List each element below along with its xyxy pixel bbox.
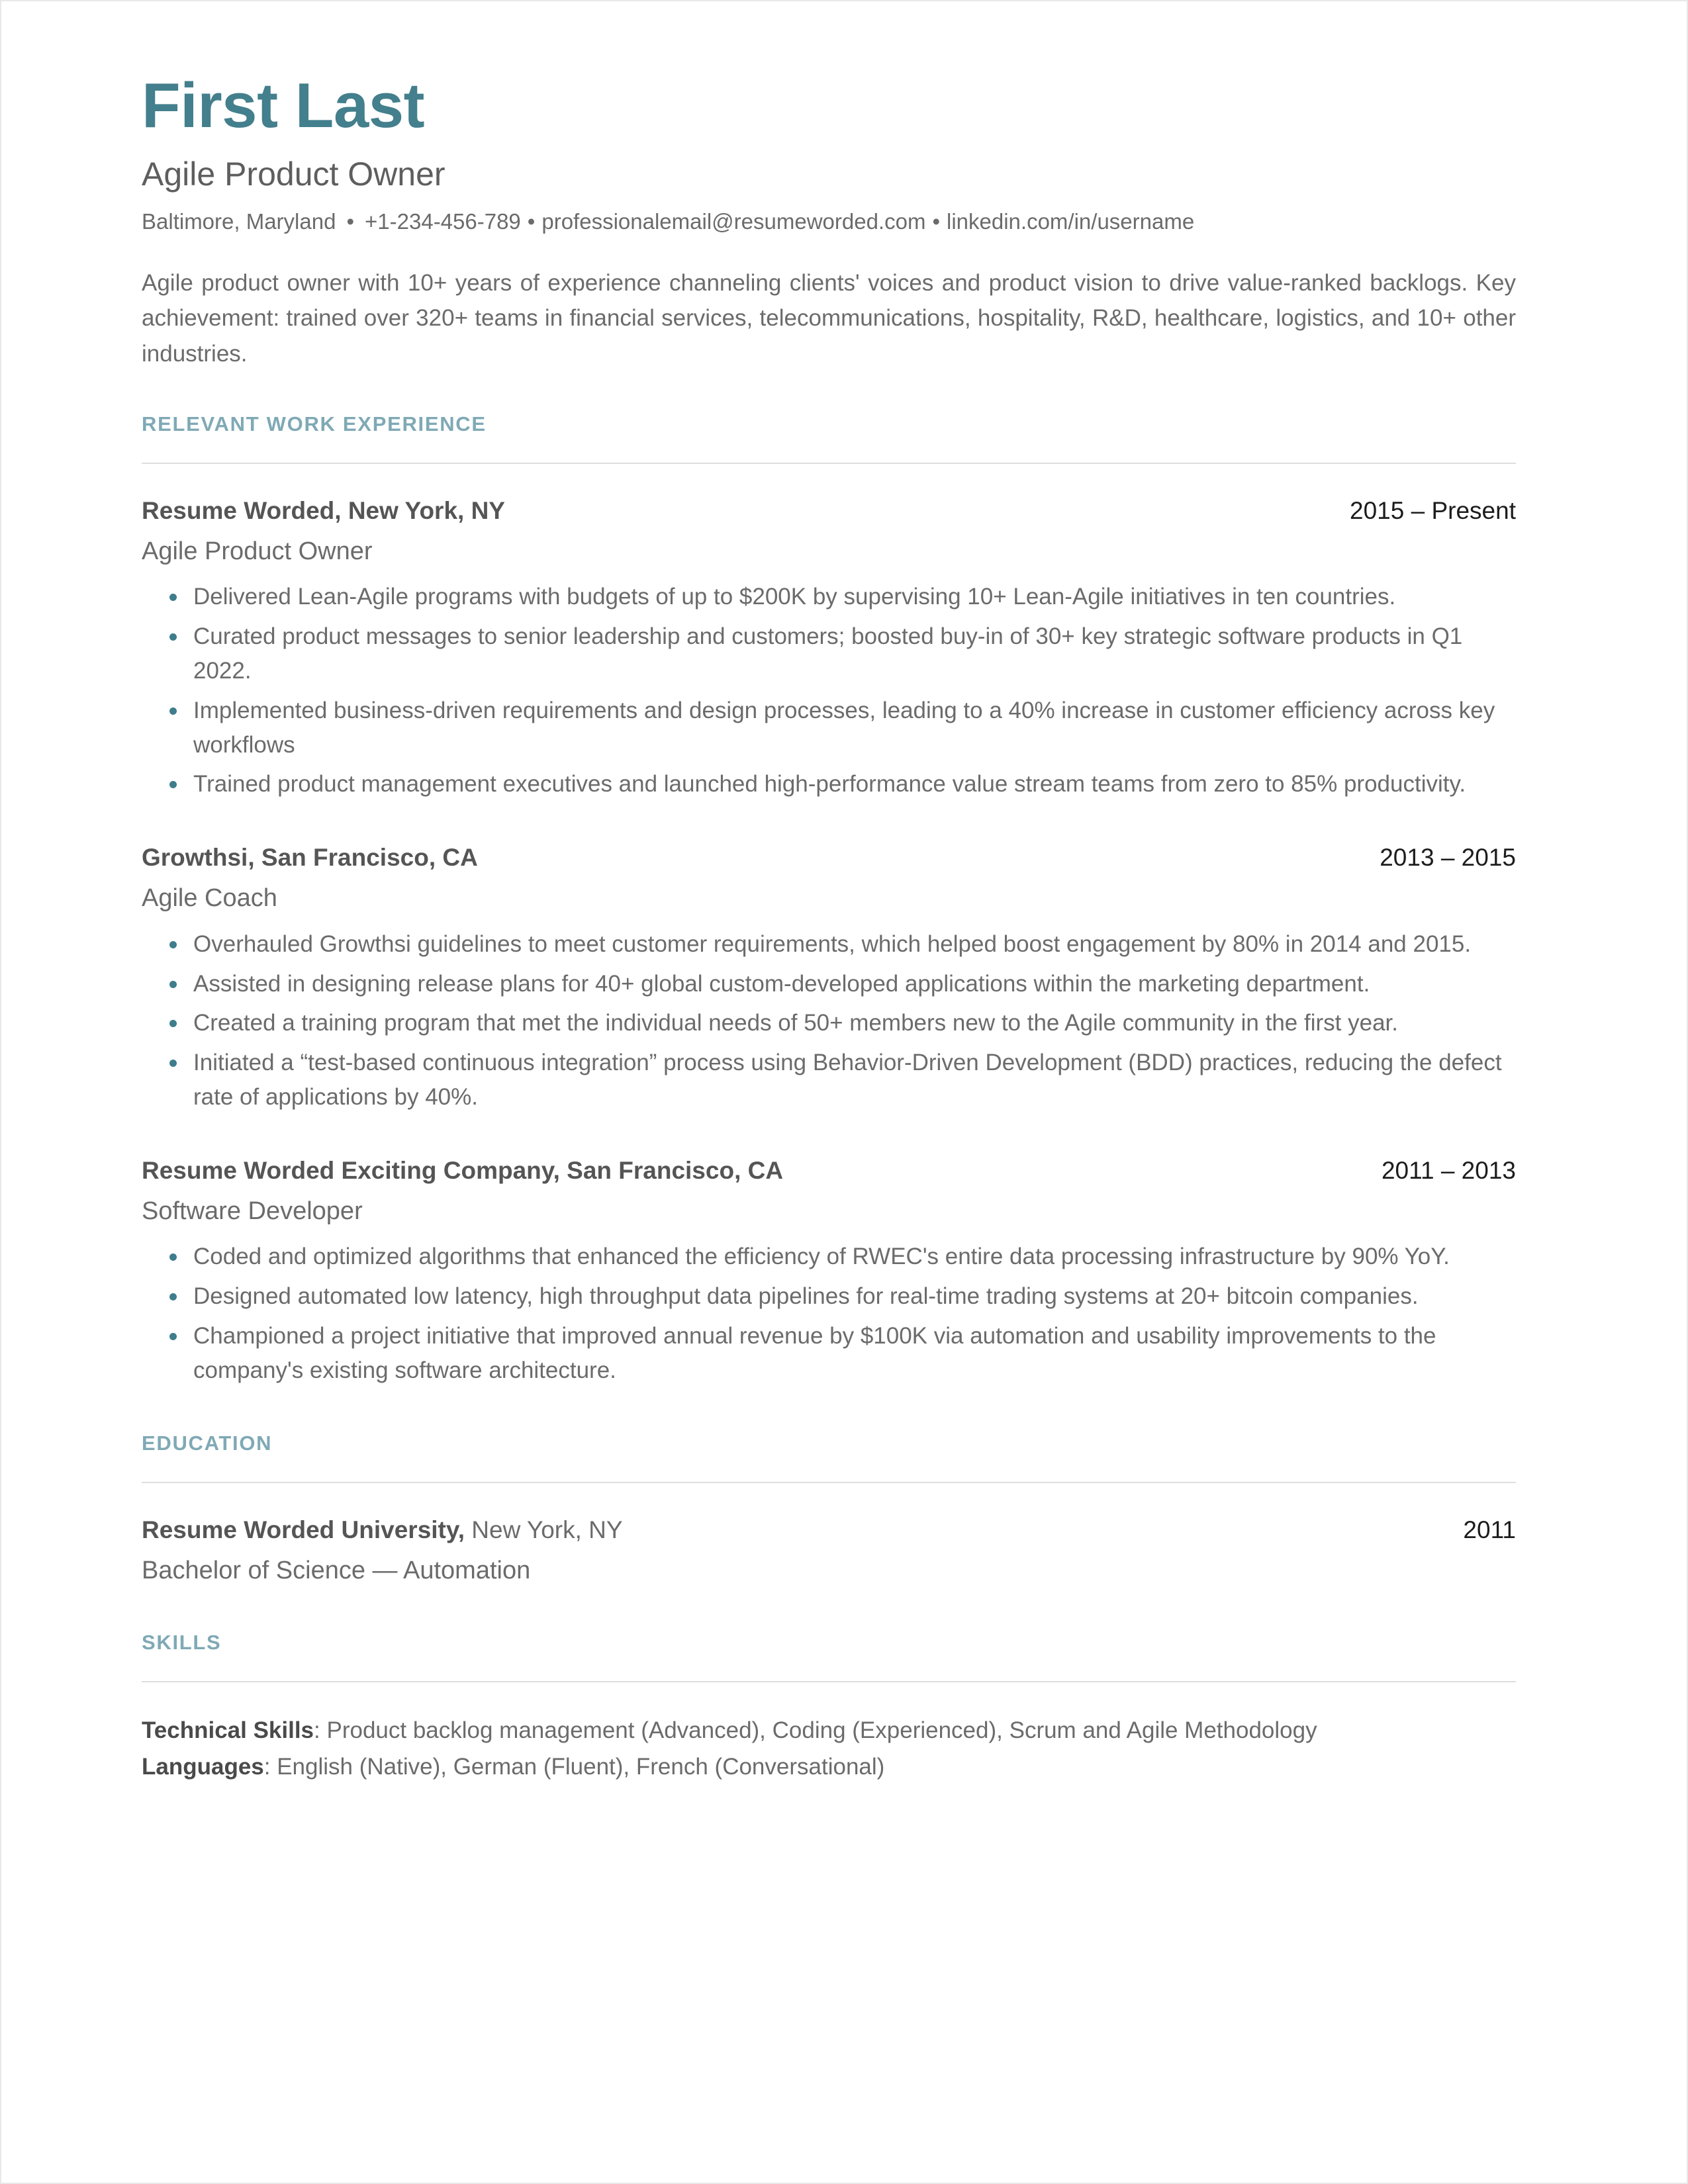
list-item (142, 1006, 1516, 1040)
list-item (142, 1046, 1516, 1115)
resume-content (142, 70, 1516, 1787)
bullet-text: Overhauled Growthsi guidelines to meet customer requirements, which helped boost engagement by 80% in 2014 and 2015. (193, 931, 1472, 957)
bullet-text: Initiated a “test-based continuous integration” process using Behavior-Driven Development (BDD) practices, reducing the defect rate of applications by 40%. (193, 1050, 1502, 1110)
skill-line (142, 1714, 1516, 1748)
list-item (142, 967, 1516, 1001)
bullet-dot-icon (169, 1293, 177, 1300)
contact-location: Baltimore, Maryland (142, 209, 336, 234)
bullet-text: Implemented business-driven requirements and design processes, leading to a 40% increase in customer efficiency across key workflows (193, 697, 1495, 758)
contact-separator-3: • (932, 209, 940, 234)
entry-spacer (142, 1121, 1516, 1156)
skill-value: : Product backlog management (Advanced), Coding (Experienced), Scrum and Agile Methodology (314, 1717, 1317, 1744)
bullet-text: Coded and optimized algorithms that enhanced the efficiency of RWEC's entire data processing infrastructure by 90% YoY. (193, 1244, 1450, 1270)
bullet-dot-icon (169, 1253, 177, 1261)
experience-bullet-list (142, 927, 1516, 1115)
section-skills (142, 1631, 1516, 1784)
contact-email[interactable]: professionalemail@resumeworded.com (541, 209, 926, 234)
list-item (142, 1240, 1516, 1274)
experience-dates: 2013 – 2015 (1380, 844, 1516, 872)
experience-entry (142, 842, 1516, 1115)
skill-label: Languages (142, 1754, 264, 1780)
contact-linkedin[interactable]: linkedin.com/in/username (947, 209, 1195, 234)
experience-entry (142, 1156, 1516, 1388)
bullet-dot-icon (169, 707, 177, 715)
bullet-text: Trained product management executives and launched high-performance value stream teams from zero to 85% productivity. (193, 771, 1466, 797)
experience-role: Agile Coach (142, 884, 277, 913)
education-dates: 2011 (1463, 1516, 1516, 1543)
section-divider-experience (142, 463, 1516, 464)
skill-line (142, 1751, 1516, 1784)
list-item (142, 1279, 1516, 1314)
bullet-dot-icon (169, 941, 177, 948)
experience-entry-header (142, 1156, 1516, 1186)
contact-separator-1: • (346, 209, 355, 234)
experience-entry (142, 496, 1516, 801)
section-education (142, 1432, 1516, 1588)
section-gap (142, 1594, 1516, 1631)
bullet-text: Designed automated low latency, high throughput data pipelines for real-time trading systems at 20+ bitcoin companies. (193, 1283, 1419, 1310)
bullet-text: Created a training program that met the individual needs of 50+ members new to the Agile community in the first year. (193, 1010, 1398, 1036)
list-item (142, 1319, 1516, 1388)
list-item (142, 694, 1516, 762)
experience-org: Growthsi, San Francisco, CA (142, 844, 478, 872)
resume-header (142, 70, 1516, 371)
list-item (142, 619, 1516, 688)
experience-bullet-list (142, 1240, 1516, 1387)
bullet-dot-icon (169, 1060, 177, 1067)
bullet-text: Delivered Lean-Agile programs with budgets of up to $200K by supervising 10+ Lean-Agile initiatives in ten countries. (193, 584, 1396, 610)
experience-org: Resume Worded Exciting Company, San Francisco, CA (142, 1156, 784, 1184)
section-divider-skills (142, 1681, 1516, 1682)
section-heading-skills: SKILLS (142, 1631, 222, 1655)
skill-label: Technical Skills (142, 1717, 314, 1744)
bullet-dot-icon (169, 781, 177, 788)
experience-dates: 2011 – 2013 (1381, 1156, 1516, 1184)
entry-spacer (142, 808, 1516, 842)
experience-org: Resume Worded, New York, NY (142, 496, 505, 524)
list-item (142, 580, 1516, 614)
bullet-dot-icon (169, 1020, 177, 1027)
candidate-name: First Last (142, 70, 425, 141)
section-gap (142, 1394, 1516, 1432)
candidate-title: Agile Product Owner (142, 155, 445, 193)
bullet-dot-icon (169, 1333, 177, 1340)
skill-value: : English (Native), German (Fluent), French (Conversational) (263, 1754, 885, 1780)
section-experience (142, 412, 1516, 1388)
bullet-dot-icon (169, 633, 177, 641)
contact-phone: +1-234-456-789 (365, 209, 521, 234)
list-item (142, 767, 1516, 801)
professional-summary: Agile product owner with 10+ years of experience channeling clients' voices and product vision to drive value-ranked backlogs. Key achievement: trained over 320+ teams in financial services, telecommunications, hospitality, R&D, healthcare, logistics, and 10+ other industries. (142, 270, 1516, 367)
bullet-text: Assisted in designing release plans for 40+ global custom-developed applications within the marketing department. (193, 970, 1370, 997)
education-school-name: Resume Worded University, (142, 1516, 465, 1543)
experience-role: Agile Product Owner (142, 537, 373, 565)
experience-entry-header (142, 842, 1516, 873)
section-heading-experience: RELEVANT WORK EXPERIENCE (142, 412, 487, 435)
bullet-dot-icon (169, 594, 177, 601)
bullet-dot-icon (169, 981, 177, 988)
experience-role: Software Developer (142, 1197, 363, 1226)
experience-dates: 2015 – Present (1350, 496, 1516, 524)
education-entry-header (142, 1515, 1516, 1545)
contact-separator-2: • (527, 209, 536, 234)
experience-bullet-list (142, 580, 1516, 801)
bullet-text: Championed a project initiative that improved annual revenue by $100K via automation and usability improvements to the company's existing software architecture. (193, 1323, 1436, 1383)
education-entry (142, 1515, 1516, 1588)
education-degree: Bachelor of Science — Automation (142, 1556, 531, 1584)
list-item (142, 927, 1516, 962)
experience-entry-header (142, 496, 1516, 526)
section-divider-education (142, 1482, 1516, 1483)
section-heading-education: EDUCATION (142, 1431, 273, 1455)
education-school-location: New York, NY (465, 1516, 623, 1543)
bullet-text: Curated product messages to senior leadership and customers; boosted buy-in of 30+ key strategic software products in Q1 2022. (193, 623, 1463, 684)
education-school (142, 1515, 623, 1545)
contact-line (142, 208, 1516, 236)
